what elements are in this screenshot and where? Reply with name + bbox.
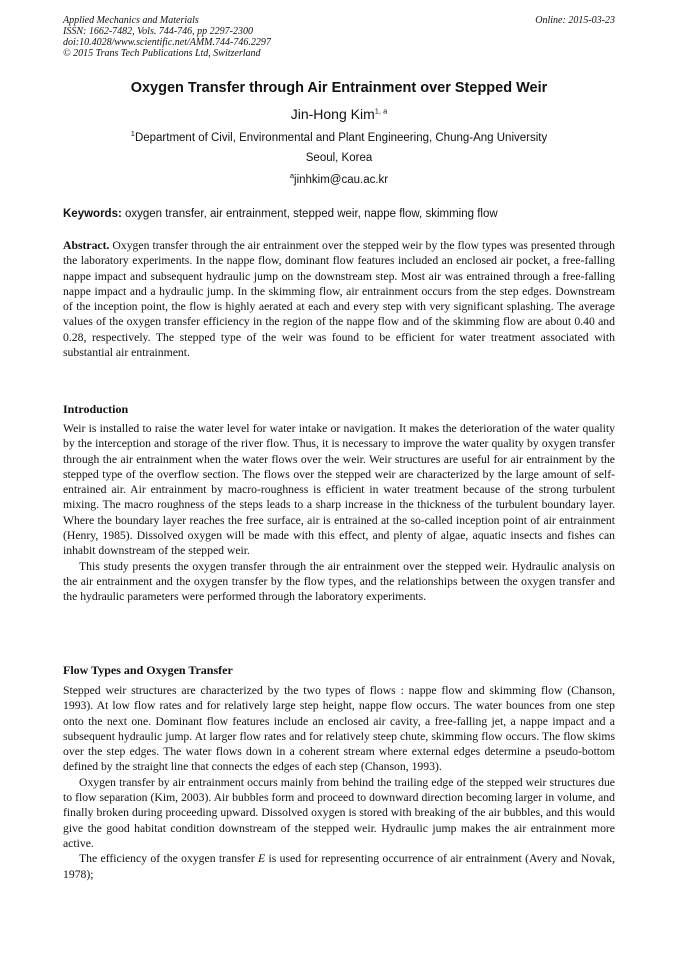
affiliation-dept: $^1$Department of Civil, Environmental and Plant Engineering, Chung-Ang University [130,129,548,144]
affiliation-email: $^a$jinhkim@cau.ac.kr [289,171,389,186]
keywords-text: oxygen transfer, air entrainment, stepped weir, nappe flow, skimming flow [121,208,498,220]
online-date: Online: 2015-03-23 [535,15,615,26]
abstract-label: Abstract. [63,239,110,252]
flow-paragraph-2: Oxygen transfer by air entrainment occurs mainly from behind the trailing edge of the stepped weir structures due to flow separation (Kim, 2003). Air bubbles form and proceed to downward direction becoming larger in volume, and finally broken during proceeding upward. Dissolved oxygen is stored with breaking of the air bubbles, and this would give the good habitat condition downstream of the stepped weir. Hydraulic jump makes the air entrainment more active. [63,775,615,850]
abstract [63,238,615,360]
author-name: Jin-Hong Kim [290,106,375,122]
section-heading-introduction: Introduction [63,402,129,416]
keywords-label: Keywords: [63,208,122,220]
flow-paragraph-3: The efficiency of the oxygen transfer E is used for representing occurrence of air entrainment (Avery and Novak, 1978); [63,852,615,881]
intro-paragraph-2: This study presents the oxygen transfer through the air entrainment over the stepped weir. Hydraulic analysis on the air entrainment and the oxygen transfer by the flow types, and the relationships between the oxygen transfer and the hydraulic parameters were performed through the laboratory experiments. [63,559,615,604]
introduction-body [63,421,615,605]
flow-types-body [63,683,615,882]
efficiency-variable: E [257,852,266,866]
doi-line: doi:10.4028/www.scientific.net/AMM.744-746.2297 [63,37,271,48]
copyright-line: © 2015 Trans Tech Publications Ltd, Switzerland [63,48,261,59]
affil-sup: 1 [130,129,135,139]
journal-name: Applied Mechanics and Materials [63,15,199,26]
issn-line: ISSN: 1662-7482, Vols. 744-746, pp 2297-2300 [63,26,253,37]
flow-paragraph-1: Stepped weir structures are characterized by the two types of flows : nappe flow and skimming flow (Chanson, 1993). At low flow rates and for relatively large step height, nappe flow occurs. The water bounces from one step onto the next one. Dominant flow features include an enclosed air cavity, a free-falling jet, a nappe impact and a subsequent hydraulic jump. At larger flow rates and for relatively steep chute, skimming flow occurs. The flow skims over the step edges. The water flows down in a coherent stream where external edges determine a pseudo-bottom defined by the straight line that connects the edges of each step (Chanson, 1993). [63,684,615,774]
running-header [63,15,615,59]
affiliation-city: Seoul, Korea [305,152,373,164]
paper-title: Oxygen Transfer through Air Entrainment over Stepped Weir [130,80,548,96]
keywords [63,208,615,220]
email-sup: a [289,171,295,181]
author-line [63,106,615,122]
section-heading-flow-types: Flow Types and Oxygen Transfer [63,663,233,677]
intro-paragraph-1: Weir is installed to raise the water level for water intake or navigation. It makes the deterioration of the water quality by the interception and storage of the river flow. Thus, it is necessary to improve the water quality by oxygen transfer through the air entrainment when the water flows over the weir. Weir structures are useful for air entrainment by the stepped type of the overflow section. The flows over the stepped weir are characterized by the large amount of self-entrained air. Air entrainment by macro-roughness is efficient in water treatment because of the strong turbulent mixing. The macro roughness of the steps leads to a sharp increase in the thickness of the turbulent boundary layer. Where the boundary layer reaches the free surface, air is entrained at the so-called inception point of air entrainment (Henry, 1985). Dissolved oxygen will be made with this effect, and plenty of algae, aquatic insects and fishes can inhabit downstream of the stepped weir. [63,422,615,558]
author-sup: 1, a [374,106,388,116]
abstract-text: Oxygen transfer through the air entrainment over the stepped weir by the flow types was presented through the laboratory experiments. In the nappe flow, dominant flow features included an enclosed air pocket, a free-falling nappe impact and subsequent hydraulic jump on the downstream step. Most air was entrained through a free-falling nappe impact and a hydraulic jump. In the skimming flow, air entrainment occurs from the step edges. Downstream of the inception point, the flow is highly aerated at each and every step with very significant splashing. The average values of the oxygen transfer efficiency in the region of the nappe flow and of the skimming flow are about 0.40 and 0.28, respectively. The stepped type of the weir was found to be efficient for water treatment associated with substantial air entrainment. [63,239,615,360]
